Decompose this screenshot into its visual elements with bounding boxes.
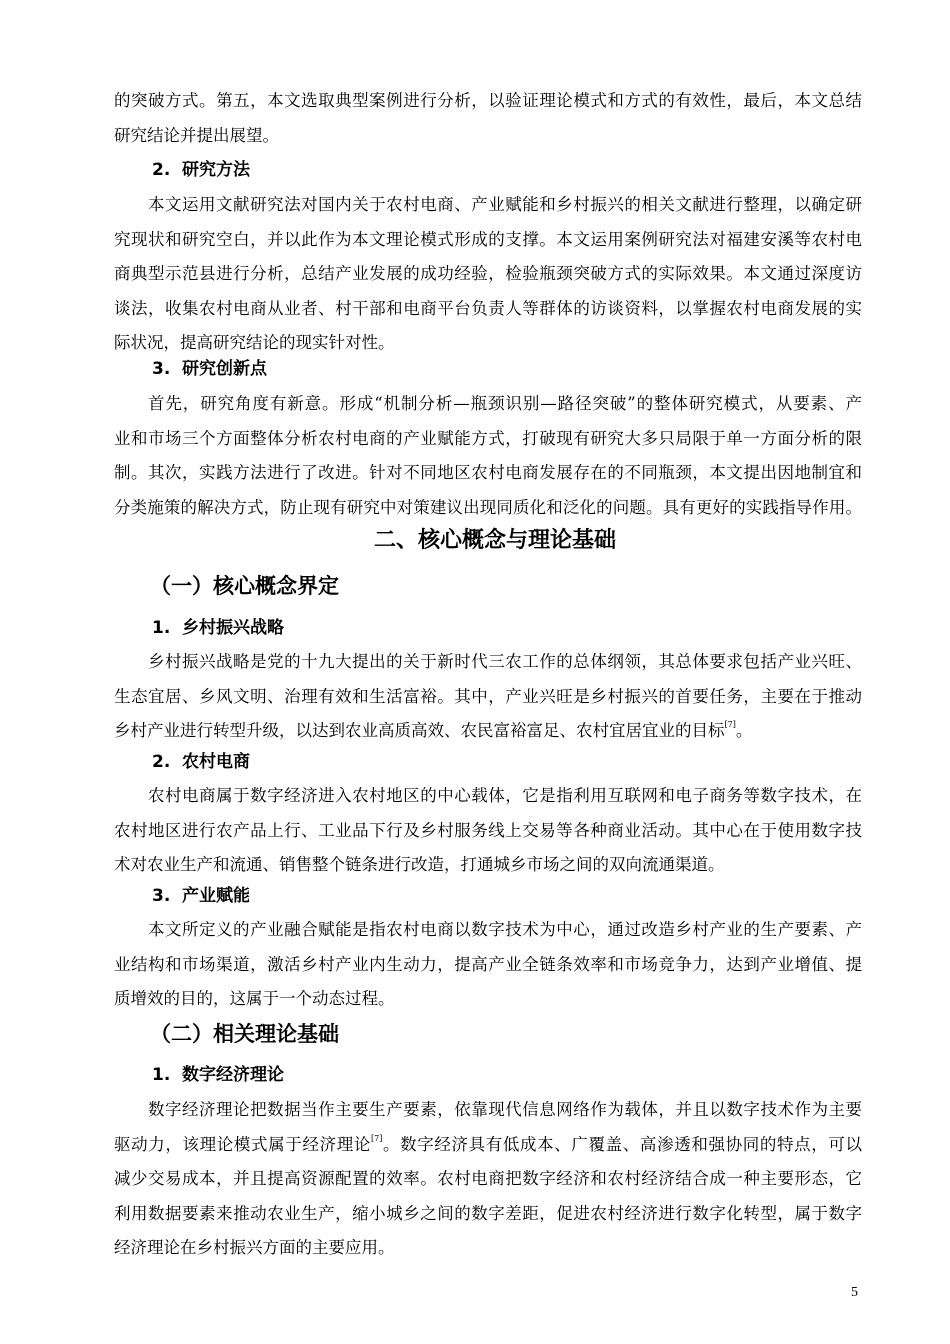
- text-line: 商典型示范县进行分析，总结产业发展的成功经验，检验瓶颈突破方式的实际效果。本文通过深度访: [114, 264, 862, 284]
- text-line: 本文所定义的产业融合赋能是指农村电商以数字技术为中心，通过改造乡村产业的生产要素、产: [148, 920, 862, 939]
- text-span: 乡村产业进行转型升级，以达到农业高质高效、农民富裕富足、农村宜居宜业的目标: [114, 721, 725, 741]
- text-line: [114, 1128, 862, 1163]
- heading-number: 2.: [152, 160, 171, 180]
- text-span: 。数字经济具有低成本、广覆盖、高渗透和强协同的特点，可以: [382, 1134, 863, 1154]
- text-line: 谈法，收集农村电商从业者、村干部和电商平台负责人等群体的访谈资料，以掌握农村电商发展的实: [114, 298, 862, 318]
- text-line: 利用数据要素来推动农业生产，缩小城乡之间的数字差距，促进农村经济进行数字化转型，属于数字: [114, 1203, 862, 1223]
- text-line: 乡村振兴战略是党的十九大提出的关于新时代三农工作的总体纲领，其总体要求包括产业兴旺、: [148, 652, 862, 671]
- heading-number: 3.: [152, 359, 171, 379]
- heading-research-method: [152, 158, 250, 182]
- heading-number: 1.: [152, 618, 171, 638]
- heading-text: 研究方法: [182, 160, 250, 180]
- paragraph-industry-empowerment: [114, 913, 862, 1017]
- text-line: 经济理论在乡村振兴方面的主要应用。: [114, 1238, 395, 1258]
- text-line: 减少交易成本，并且提高资源配置的效率。农村电商把数字经济和农村经济结合成一种主要形态，它: [114, 1169, 862, 1189]
- text-line: 业和市场三个方面整体分析农村电商的产业赋能方式，打破现有研究大多只局限于单一方面分析的限: [114, 428, 862, 448]
- paragraph-innovation: [114, 387, 862, 525]
- heading-number: 3.: [152, 886, 171, 906]
- text-line: 制。其次，实践方法进行了改进。针对不同地区农村电商发展存在的不同瓶颈，本文提出因地制宜和: [114, 463, 862, 483]
- text-line: 究现状和研究空白，并以此作为本文理论模式形成的支撑。本文运用案例研究法对福建安溪等农村电: [114, 229, 862, 249]
- text-line: 农村电商属于数字经济进入农村地区的中心载体，它是指利用互联网和电子商务等数字技术，在: [148, 786, 862, 805]
- chapter-title: 二、核心概念与理论基础: [373, 528, 616, 553]
- paragraph-intro-tail: [114, 84, 862, 153]
- heading-number: 2.: [152, 752, 171, 772]
- heading-text: 数字经济理论: [182, 1065, 284, 1085]
- text-span: 驱动力，该理论模式属于经济理论: [114, 1134, 371, 1154]
- paragraph-research-method: [114, 188, 862, 361]
- text-line: 数字经济理论把数据当作主要生产要素，依靠现代信息网络作为载体，并且以数字技术作为主要: [148, 1100, 862, 1119]
- text-line: 业结构和市场渠道，激活乡村产业内生动力，提高产业全链条效率和市场竞争力，达到产业增值、提: [114, 954, 862, 974]
- text-line: 首先，研究角度有新意。形成“机制分析—瓶颈识别—路径突破”的整体研究模式，从要素、产: [148, 394, 862, 413]
- heading-innovation: [152, 357, 267, 381]
- paragraph-digital-economy: [114, 1093, 862, 1266]
- citation-marker: [7]: [724, 720, 736, 730]
- heading-rural-ecommerce: [152, 750, 250, 774]
- text-line: 研究结论并提出展望。: [114, 125, 279, 145]
- text-line: 的突破方式。第五，本文选取典型案例进行分析，以验证理论模式和方式的有效性，最后，本文总结: [114, 91, 862, 110]
- heading-text: 乡村振兴战略: [182, 618, 284, 638]
- text-line: [114, 714, 862, 749]
- text-line: 本文运用文献研究法对国内关于农村电商、产业赋能和乡村振兴的相关文献进行整理，以确定研: [148, 195, 862, 214]
- text-line: 际状况，提高研究结论的现实针对性。: [114, 333, 395, 353]
- text-line: 分类施策的解决方式，防止现有研究中对策建议出现同质化和泛化的问题。具有更好的实践指导作用。: [114, 497, 862, 517]
- heading-text: 产业赋能: [182, 886, 250, 906]
- text-line: 质增效的目的，这属于一个动态过程。: [114, 989, 395, 1009]
- page-number: 5: [851, 1285, 858, 1300]
- text-line: 术对农业生产和流通、销售整个链条进行改造，打通城乡市场之间的双向流通渠道。: [114, 855, 725, 875]
- paragraph-rural-revitalization: [114, 645, 862, 749]
- paragraph-rural-ecommerce: [114, 779, 862, 883]
- heading-rural-revitalization: [152, 616, 284, 640]
- heading-digital-economy: [152, 1063, 284, 1087]
- text-line: 农村地区进行农产品上行、工业品下行及乡村服务线上交易等各种商业活动。其中心在于使用数字技: [114, 820, 862, 840]
- heading-number: 1.: [152, 1065, 171, 1085]
- section-title-related-theories: （二）相关理论基础: [150, 1022, 339, 1046]
- citation-marker: [7]: [370, 1133, 383, 1143]
- text-line: 生态宜居、乡风文明、治理有效和生活富裕。其中，产业兴旺是乡村振兴的首要任务，主要在于推动: [114, 686, 862, 706]
- section-title-core-concepts: （一）核心概念界定: [150, 574, 339, 598]
- heading-industry-empowerment: [152, 884, 250, 908]
- heading-text: 农村电商: [182, 752, 250, 772]
- text-span: 。: [735, 721, 753, 741]
- heading-text: 研究创新点: [182, 359, 267, 379]
